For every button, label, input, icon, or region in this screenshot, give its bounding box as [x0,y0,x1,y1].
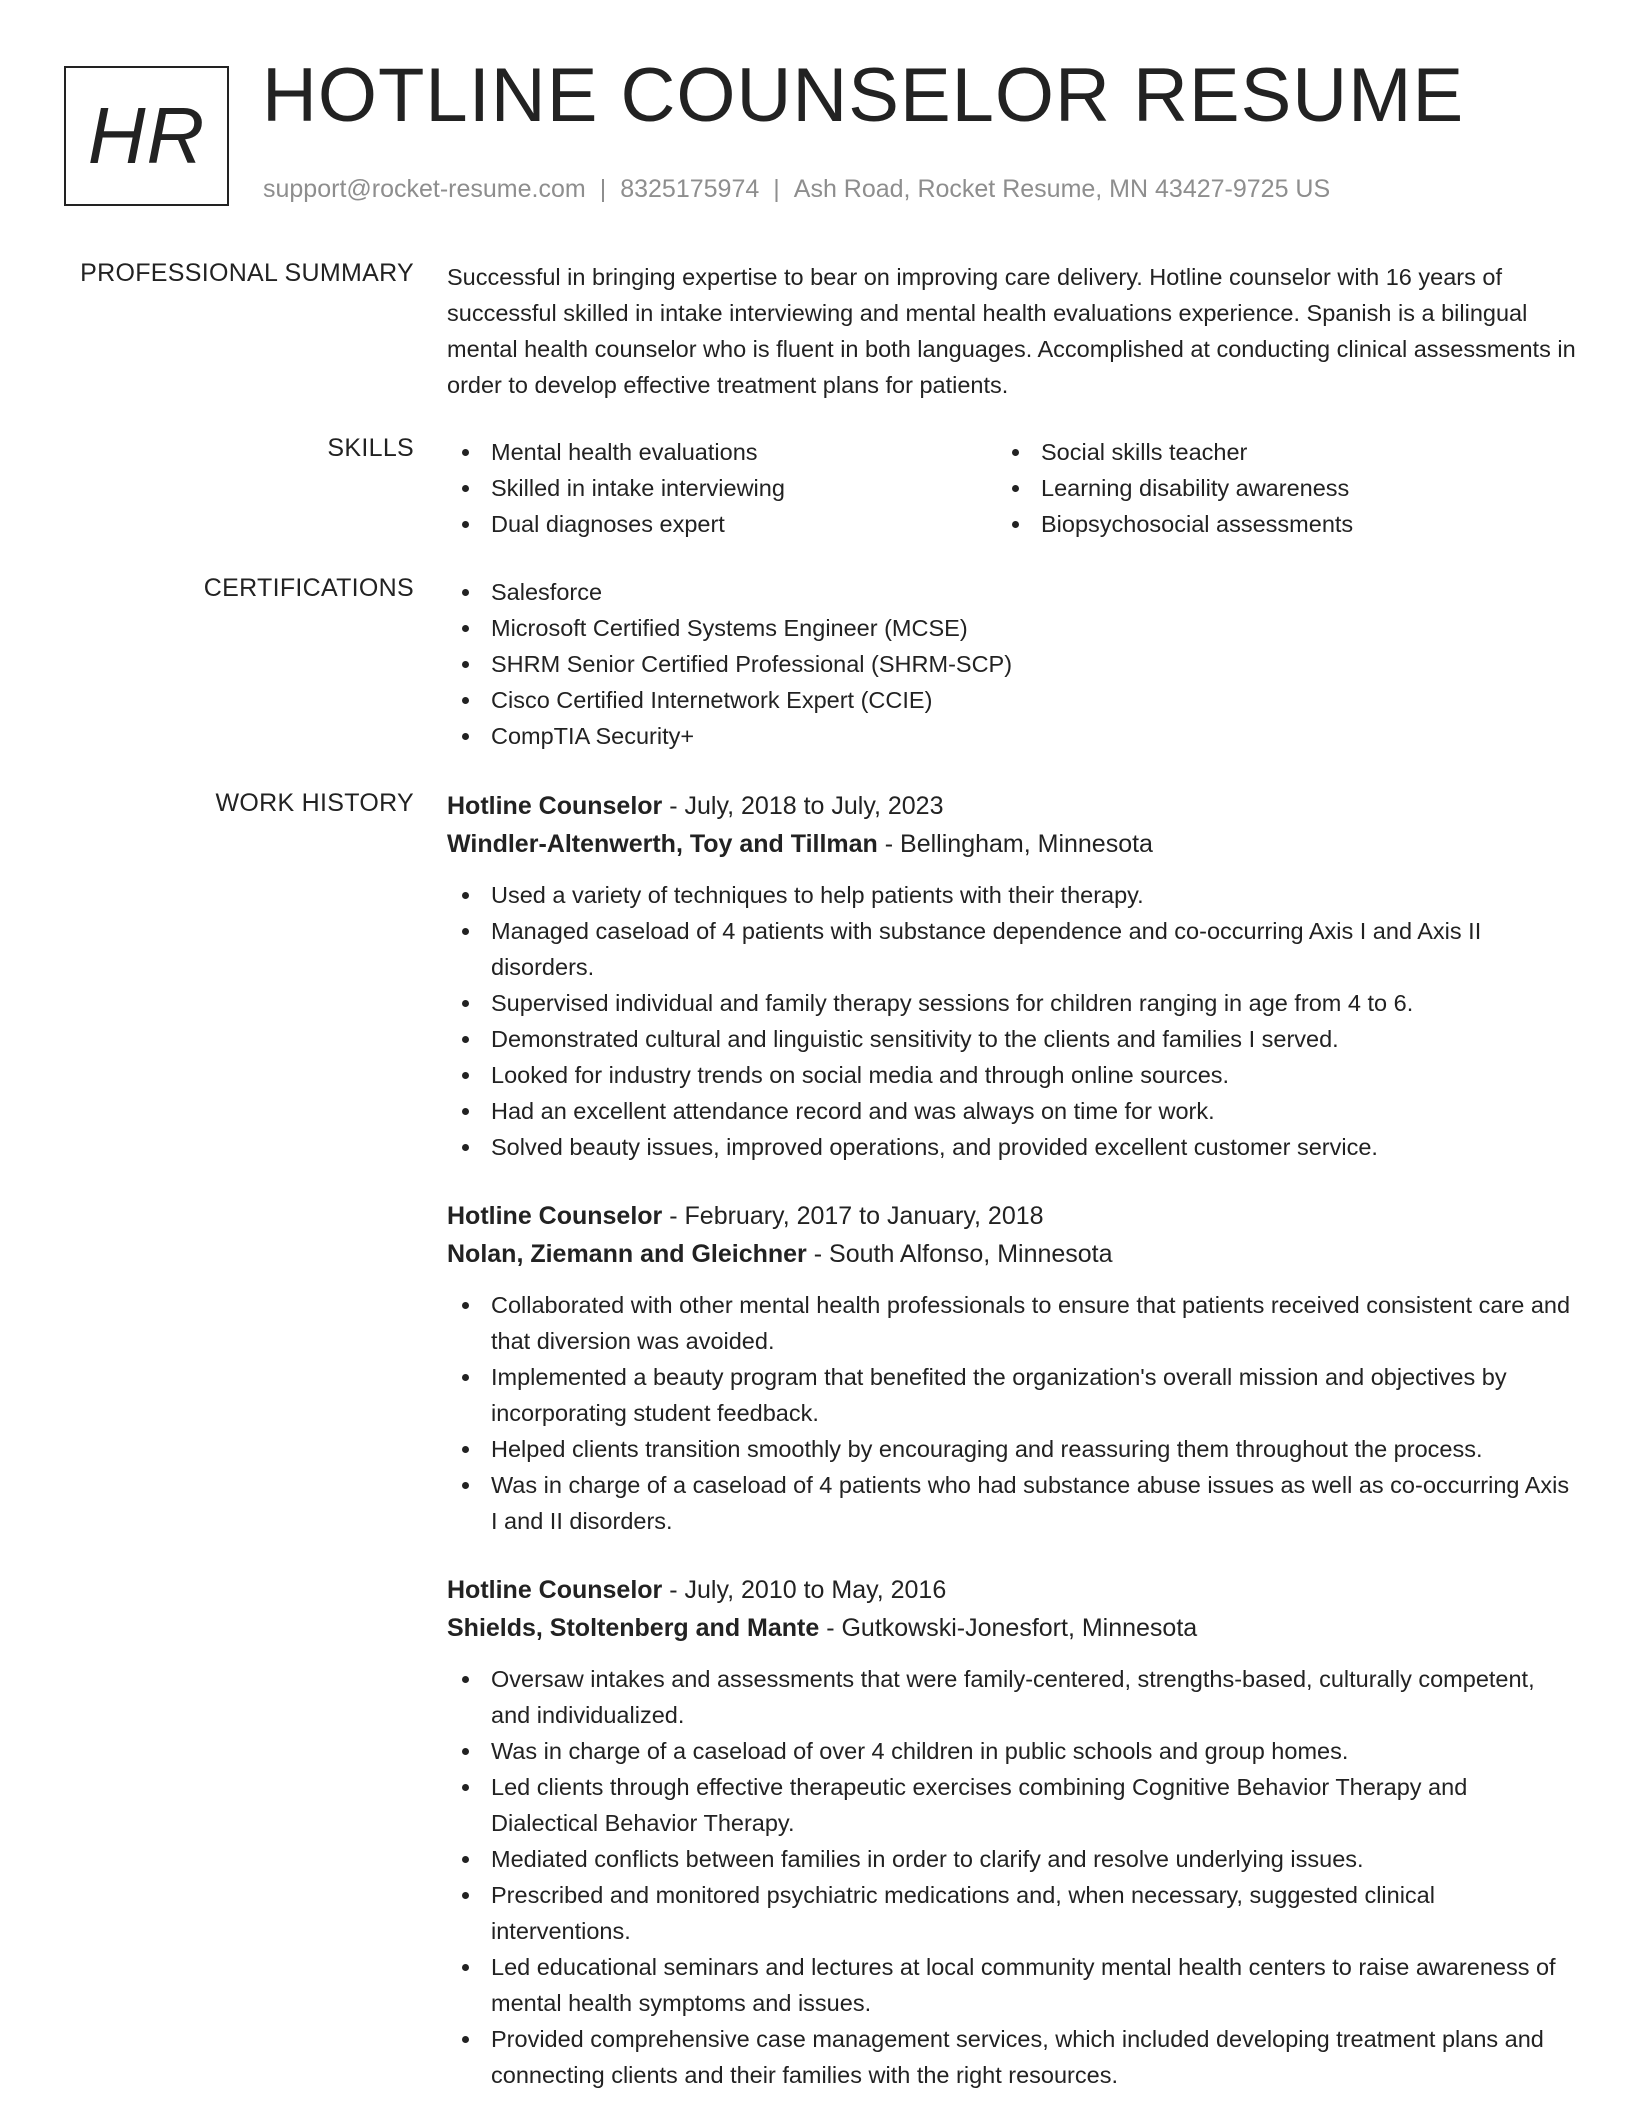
job-entry [447,1197,1577,1539]
job-title-line [447,1197,1577,1235]
section-label: SKILLS [327,434,414,462]
job-company-line [447,1235,1577,1273]
skill-item: Learning disability awareness [997,470,1557,506]
job-bullet: Was in charge of a caseload of over 4 children in public schools and group homes. [447,1733,1577,1769]
job-company-line [447,825,1577,863]
skills-body [447,434,1577,542]
skill-item: Social skills teacher [997,434,1557,470]
job-dates: - July, 2010 to May, 2016 [662,1576,947,1604]
monogram-box [64,66,229,206]
job-title-line [447,787,1577,825]
job-bullets [447,1287,1577,1539]
job-bullet: Prescribed and monitored psychiatric medications and, when necessary, suggested clinical interventions. [447,1877,1577,1949]
job-dates: - July, 2018 to July, 2023 [662,792,944,820]
job-title: Hotline Counselor [447,1202,663,1230]
job-bullet: Managed caseload of 4 patients with substance dependence and co-occurring Axis I and Axis II disorders. [447,913,1577,985]
section-label: WORK HISTORY [215,789,414,817]
certifications-body [447,574,1577,754]
contact-address: Ash Road, Rocket Resume, MN 43427-9725 US [793,175,1331,203]
job-dates: - February, 2017 to January, 2018 [662,1202,1044,1230]
certification-item: Cisco Certified Internetwork Expert (CCIE) [447,682,1577,718]
job-bullet: Used a variety of techniques to help patients with their therapy. [447,877,1577,913]
job-bullets [447,1661,1577,2093]
contact-line [263,175,1330,204]
job-company-line [447,1609,1577,1647]
job-bullet: Had an excellent attendance record and was always on time for work. [447,1093,1577,1129]
job-bullet: Solved beauty issues, improved operations, and provided excellent customer service. [447,1129,1577,1165]
job-bullet: Led educational seminars and lectures at local community mental health centers to raise awareness of mental health symptoms and issues. [447,1949,1577,2021]
contact-email: support@rocket-resume.com [263,175,586,203]
job-location: - Gutkowski-Jonesfort, Minnesota [819,1614,1198,1642]
summary-text: Successful in bringing expertise to bear on improving care delivery. Hotline counselor with 16 years of successful skilled in intake interviewing and mental health evaluations experience. Spanish is a bilingual mental health counselor who is fluent in both languages. Accomplished at conducting clinical assessments in order to develop effective treatment plans for patients. [447,264,1576,398]
job-bullet: Looked for industry trends on social media and through online sources. [447,1057,1577,1093]
job-bullet: Demonstrated cultural and linguistic sensitivity to the clients and families I served. [447,1021,1577,1057]
job-title-line [447,1571,1577,1609]
job-company: Shields, Stoltenberg and Mante [447,1614,820,1642]
job-bullets [447,877,1577,1165]
job-title: Hotline Counselor [447,1576,663,1604]
monogram-initials: HR [87,91,206,180]
work-history-body [447,787,1577,2125]
job-bullet: Oversaw intakes and assessments that were family-centered, strengths-based, culturally competent, and individualized. [447,1661,1577,1733]
skill-item: Skilled in intake interviewing [447,470,997,506]
skills-list [447,434,1577,542]
job-bullet: Was in charge of a caseload of 4 patients who had substance abuse issues as well as co-occurring Axis I and II disorders. [447,1467,1577,1539]
contact-separator: | [773,175,780,203]
skill-item: Biopsychosocial assessments [997,506,1557,542]
contact-phone: 8325175974 [620,175,760,203]
job-title: Hotline Counselor [447,792,663,820]
job-company: Windler-Altenwerth, Toy and Tillman [447,830,878,858]
skill-item: Mental health evaluations [447,434,997,470]
job-company: Nolan, Ziemann and Gleichner [447,1240,807,1268]
job-entry [447,787,1577,1165]
certification-item: SHRM Senior Certified Professional (SHRM-SCP) [447,646,1577,682]
job-bullet: Implemented a beauty program that benefited the organization's overall mission and objectives by incorporating student feedback. [447,1359,1577,1431]
job-bullet: Mediated conflicts between families in order to clarify and resolve underlying issues. [447,1841,1577,1877]
certification-item: CompTIA Security+ [447,718,1577,754]
job-entry [447,1571,1577,2093]
contact-separator: | [599,175,607,203]
job-bullet: Collaborated with other mental health professionals to ensure that patients received consistent care and that diversion was avoided. [447,1287,1577,1359]
page-title: HOTLINE COUNSELOR RESUME [262,53,1465,138]
job-bullet: Led clients through effective therapeutic exercises combining Cognitive Behavior Therapy and Dialectical Behavior Therapy. [447,1769,1577,1841]
job-location: - South Alfonso, Minnesota [806,1240,1113,1268]
job-bullet: Provided comprehensive case management services, which included developing treatment plans and connecting clients and their families with the right resources. [447,2021,1577,2093]
section-label: PROFESSIONAL SUMMARY [80,259,414,287]
skill-item: Dual diagnoses expert [447,506,997,542]
certifications-list [447,574,1577,754]
section-label: CERTIFICATIONS [203,574,414,602]
certification-item: Microsoft Certified Systems Engineer (MCSE) [447,610,1577,646]
job-bullet: Helped clients transition smoothly by encouraging and reassuring them throughout the process. [447,1431,1577,1467]
job-location: - Bellingham, Minnesota [877,830,1153,858]
certification-item: Salesforce [447,574,1577,610]
job-bullet: Supervised individual and family therapy sessions for children ranging in age from 4 to 6. [447,985,1577,1021]
